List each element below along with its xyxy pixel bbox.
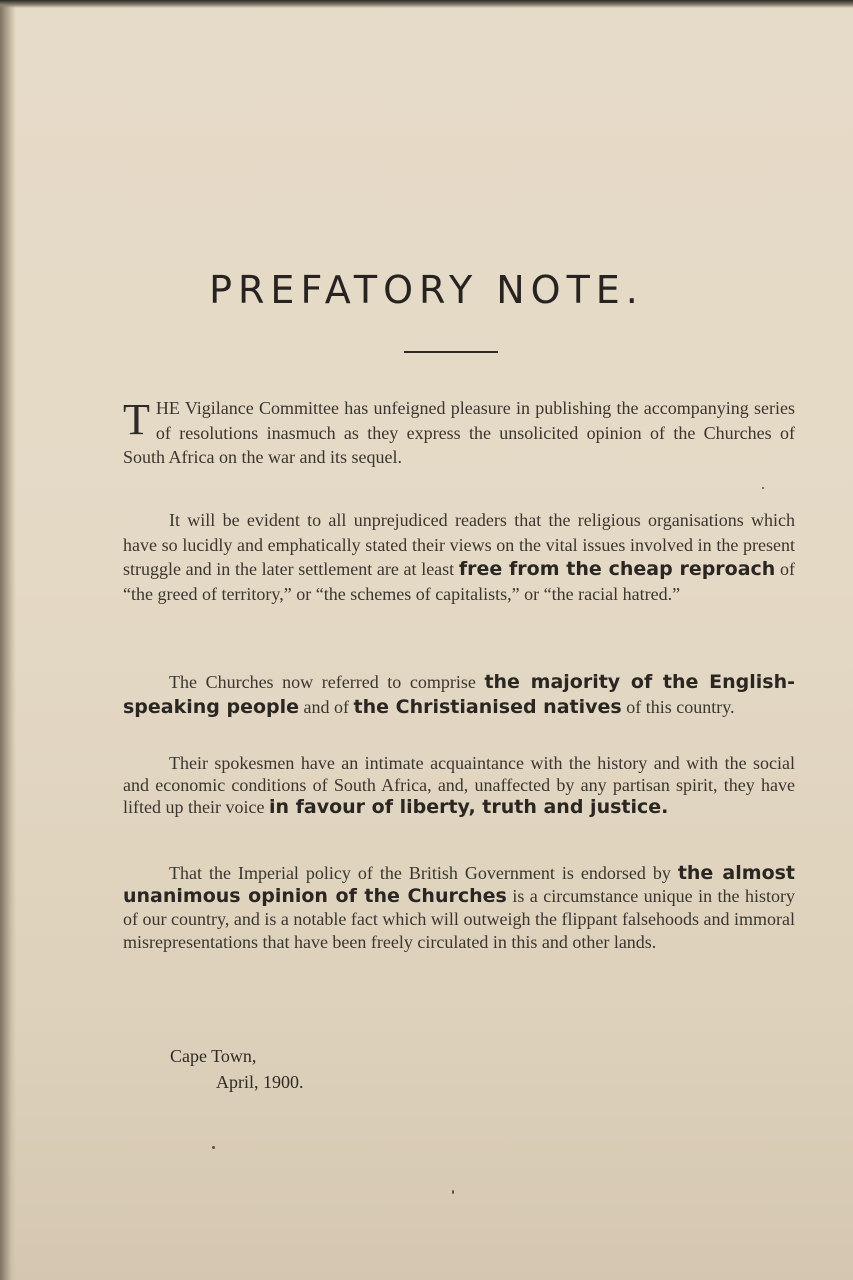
page-title: PREFATORY NOTE. [209,268,644,312]
paragraph-3-text-mid: and of [299,696,354,717]
signature-date: April, 1900. [216,1072,304,1092]
paper-speck [212,1146,215,1149]
paragraph-2-text: It will be evident to all unprejudiced readers that the religious organisations which have so lucidly and emphatically stated their views on the vital issues involved in the present struggle and in the later settlement are at least [123,510,795,579]
paragraph-2-text-end: of “the greed of territory,” or “the schemes of capitalists,” or “the racial hatred.” [123,559,796,604]
paragraph-1-text: HE Vigilance Committee has unfeigned pleasure in publishing the accompanying series of resolutions inasmuch as they express the unsolicited opinion of the Churches of South Africa on the war and its sequel. [123,398,795,467]
paragraph-4-text: Their spokesmen have an intimate acquaintance with the history and with the social and economic conditions of South Africa, and, unaffected by any partisan spirit, they have lifted up their voice [123,753,795,817]
emphasis-text: the almost unanimous opinion of the Churches [123,862,796,907]
paragraph-4 [123,752,795,818]
paragraph-5-text-end: is a circumstance unique in the history of our country, and is a notable fact which will outweigh the flippant falsehoods and immoral misrepresentations that have been freely circulated in this and other lands. [123,886,795,952]
title-divider [404,351,498,353]
paper-speck [452,1190,454,1194]
emphasis-text: the majority of the English-speaking people [123,671,795,718]
emphasis-text: the Christianised natives [353,695,622,718]
paper-speck [762,487,764,489]
emphasis-text: in favour of liberty, truth and justice. [268,796,669,818]
paragraph-3-text: The Churches now referred to comprise [169,672,485,692]
page-top-edge [0,0,853,8]
signature-place: Cape Town, [170,1046,257,1066]
paragraph-1 [123,396,795,470]
paragraph-2 [123,508,795,606]
paragraph-5-text: That the Imperial policy of the British Government is endorsed by [169,863,678,883]
drop-cap: T [123,395,150,444]
paragraph-3 [123,670,795,719]
paragraph-3-text-end: of this country. [621,696,735,717]
paragraph-5 [123,862,795,954]
emphasis-text: free from the cheap reproach [458,558,776,580]
